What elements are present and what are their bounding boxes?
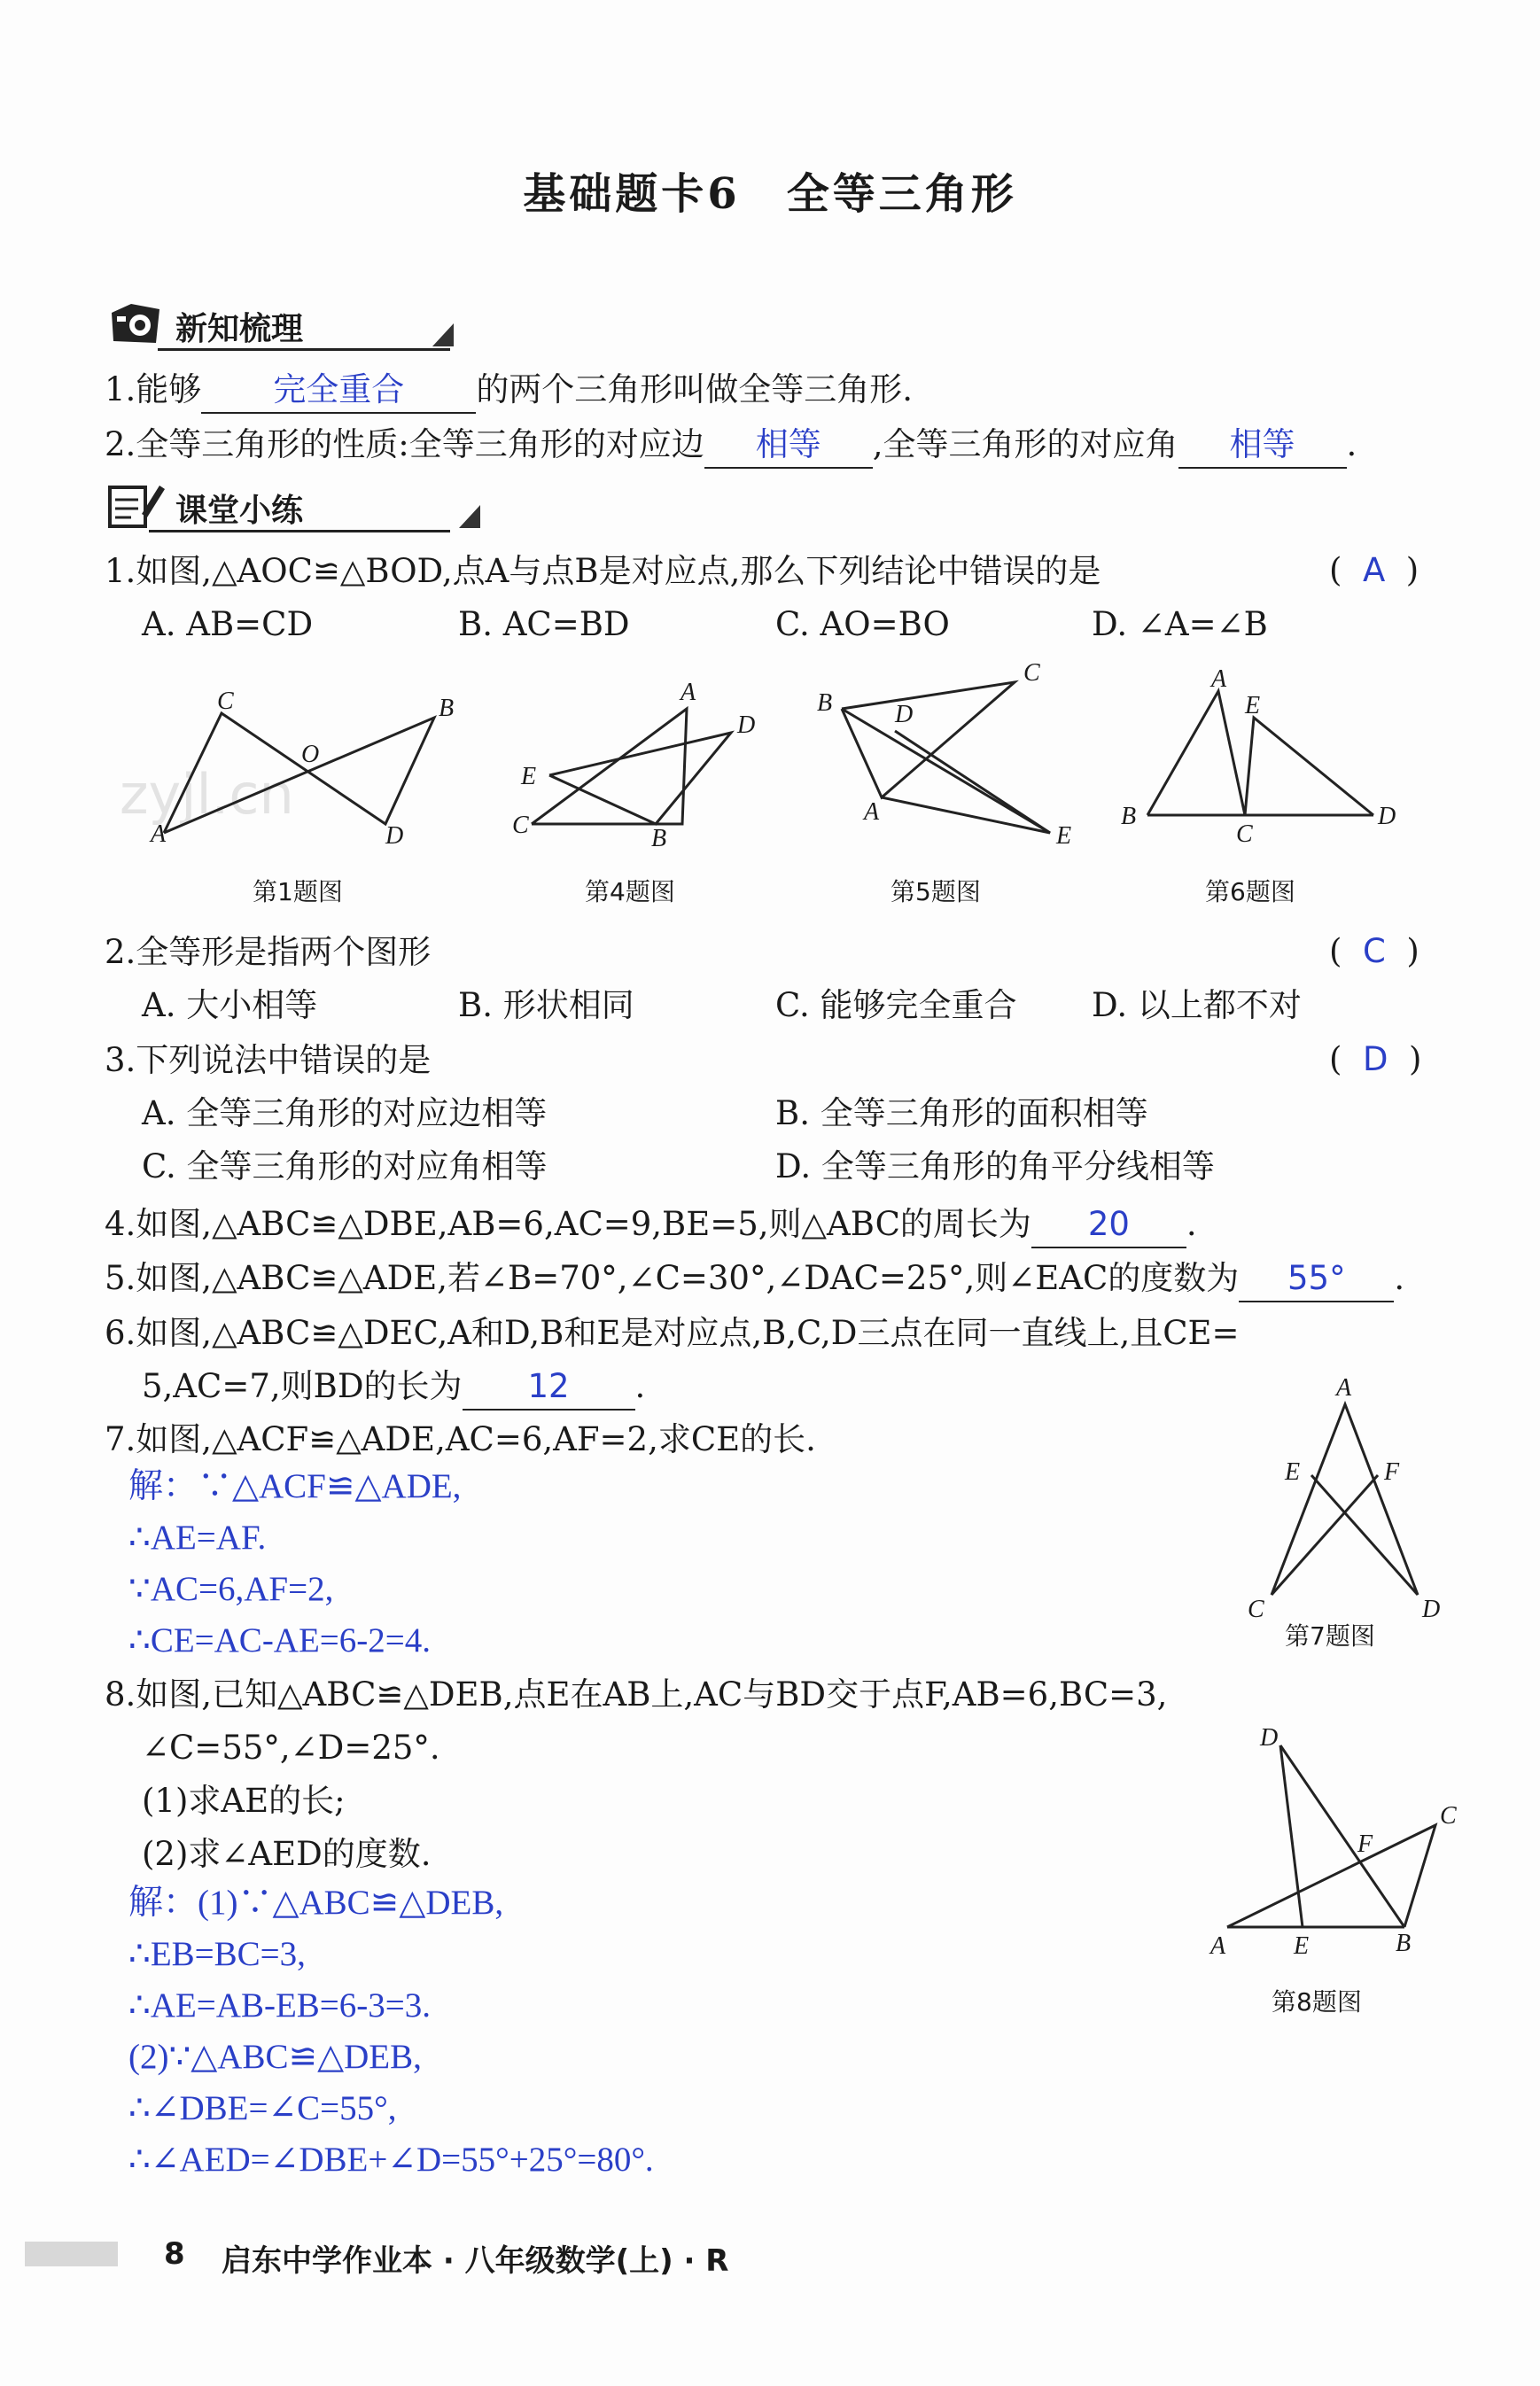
q6-answer: 12 <box>527 1367 570 1405</box>
section-underline <box>149 530 450 532</box>
q2-middle: ,全等三角形的对应角 <box>872 425 1178 463</box>
label-D: D <box>737 711 756 739</box>
label-E: E <box>1285 1458 1301 1486</box>
q1-answer: 完全重合 <box>273 370 405 408</box>
label-F: F <box>1357 1830 1373 1858</box>
figure-5 <box>806 656 1090 851</box>
label-A: A <box>1211 665 1227 693</box>
q2-prefix: 2.全等三角形的性质:全等三角形的对应边 <box>105 425 704 463</box>
label-C: C <box>1236 820 1253 848</box>
figure-7 <box>1232 1369 1462 1626</box>
label-A: A <box>1336 1374 1352 1402</box>
label-C: C <box>1440 1802 1457 1830</box>
q4-blank <box>1031 1202 1186 1248</box>
page-number: 8 <box>164 2236 185 2272</box>
q8-stem-2: ∠C=55°,∠D=25°. <box>142 1729 440 1767</box>
q5-text: 5.如图,△ABC≌△ADE,若∠B=70°,∠C=30°,∠DAC=25°,则∠EAC的度数为 <box>105 1259 1240 1297</box>
q2-answer-2: 相等 <box>1229 425 1295 463</box>
q2-option-d: D. 以上都不对 <box>1092 986 1302 1024</box>
q6-blank <box>463 1364 635 1411</box>
q3-option-b: B. 全等三角形的面积相等 <box>775 1094 1148 1132</box>
label-C: C <box>512 812 529 839</box>
label-B: B <box>1396 1930 1412 1957</box>
q8-solution-line-4: (2)∵△ABC≌△DEB, <box>128 2038 422 2076</box>
section-label-practice: 课堂小练 <box>175 493 304 529</box>
q5-answer: 55° <box>1287 1259 1346 1297</box>
section-practice <box>105 478 477 532</box>
q5-line <box>105 1256 1404 1302</box>
label-C: C <box>1023 659 1040 687</box>
caption-fig-8: 第8题图 <box>1272 1987 1362 2017</box>
q6-suffix: . <box>634 1367 646 1405</box>
q2-stem: 2.全等形是指两个图形 <box>105 933 432 971</box>
q7-solution-line-3: ∵AC=6,AF=2, <box>128 1570 334 1608</box>
q3-option-c: C. 全等三角形的对应角相等 <box>142 1147 548 1185</box>
q1-option-a: A. AB=CD <box>142 605 314 643</box>
label-B: B <box>651 825 667 846</box>
label-C: C <box>217 688 234 715</box>
q6-line-1: 6.如图,△ABC≌△DEC,A和D,B和E是对应点,B,C,D三点在同一直线上,且CE= <box>105 1314 1240 1352</box>
q8-solution-line-6: ∴∠AED=∠DBE+∠D=55°+25°=80°. <box>128 2141 654 2179</box>
caption-fig-4: 第4题图 <box>585 877 675 906</box>
watermark: zyjl.cn <box>120 762 294 827</box>
q4-text: 4.如图,△ABC≌△DBE,AB=6,AC=9,BE=5,则△ABC的周长为 <box>105 1205 1031 1243</box>
q8-stem-1: 8.如图,已知△ABC≌△DEB,点E在AB上,AC与BD交于点F,AB=6,BC=3, <box>105 1675 1168 1714</box>
q5-blank <box>1239 1256 1394 1302</box>
q4-line <box>105 1202 1197 1248</box>
label-E: E <box>1056 822 1072 850</box>
q2-blank-1 <box>704 423 873 469</box>
notebook-pen-icon <box>105 478 167 532</box>
q8-solution-line-2: ∴EB=BC=3, <box>128 1935 306 1973</box>
label-E: E <box>1294 1932 1310 1960</box>
q8-solution-line-1: 解：(1)∵△ABC≌△DEB, <box>128 1884 504 1922</box>
q2-blank-2 <box>1178 423 1347 469</box>
figure-8 <box>1205 1719 1462 1967</box>
label-A: A <box>151 820 167 848</box>
figure-6 <box>1112 665 1404 851</box>
label-D: D <box>1260 1724 1279 1752</box>
q8-sub-2: (2)求∠AED的度数. <box>142 1835 432 1873</box>
knowledge-q2 <box>105 423 1357 469</box>
camera-icon <box>105 297 167 350</box>
q7-solution-line-2: ∴AE=AF. <box>128 1519 267 1557</box>
q8-sub-1: (1)求AE的长; <box>142 1782 346 1820</box>
q2-answer-paren: ( C ) <box>1329 932 1419 970</box>
figure-1 <box>142 673 478 851</box>
figure-4 <box>505 669 780 846</box>
q2-option-b: B. 形状相同 <box>458 986 634 1024</box>
q5-suffix: . <box>1394 1259 1405 1297</box>
q6-text: 5,AC=7,则BD的长为 <box>142 1367 463 1405</box>
q3-answer-paren: ( D ) <box>1329 1040 1422 1078</box>
q8-solution-line-3: ∴AE=AB-EB=6-3=3. <box>128 1986 432 2025</box>
q2-choice: C <box>1362 932 1386 970</box>
label-F: F <box>1384 1458 1400 1486</box>
q3-stem: 3.下列说法中错误的是 <box>105 1041 432 1079</box>
page-title: 基础题卡6 全等三角形 <box>523 169 1017 219</box>
caption-fig-5: 第5题图 <box>891 877 981 906</box>
q1-choice: A <box>1362 551 1386 589</box>
section-underline <box>158 348 450 351</box>
caption-fig-1: 第1题图 <box>253 877 343 906</box>
q3-choice: D <box>1362 1040 1388 1078</box>
q7-stem: 7.如图,△ACF≌△ADE,AC=6,AF=2,求CE的长. <box>105 1420 816 1458</box>
q6-line-2 <box>142 1364 645 1411</box>
q4-answer: 20 <box>1087 1205 1130 1243</box>
section-triangle-mark <box>459 505 480 528</box>
q1-prefix: 1.能够 <box>105 370 202 408</box>
q1-option-b: B. AC=BD <box>458 605 630 643</box>
section-triangle-mark <box>432 323 454 346</box>
q1-blank <box>201 368 476 414</box>
q1-suffix: 的两个三角形叫做全等三角形. <box>476 370 914 408</box>
label-A: A <box>1210 1932 1226 1960</box>
label-A: A <box>681 679 696 706</box>
q2-option-c: C. 能够完全重合 <box>775 986 1017 1024</box>
knowledge-q1 <box>105 368 913 414</box>
caption-fig-7: 第7题图 <box>1285 1621 1375 1651</box>
label-A: A <box>864 798 880 826</box>
section-new-knowledge <box>105 297 477 350</box>
label-B: B <box>439 695 455 722</box>
q2-suffix: . <box>1346 425 1357 463</box>
q8-solution-line-5: ∴∠DBE=∠C=55°, <box>128 2089 397 2127</box>
label-C: C <box>1248 1596 1264 1623</box>
label-O: O <box>301 741 320 768</box>
label-D: D <box>1422 1596 1441 1623</box>
book-title: 启东中学作业本 · 八年级数学(上) · R <box>222 2243 729 2279</box>
q2-option-a: A. 大小相等 <box>142 986 318 1024</box>
label-E: E <box>1245 692 1261 719</box>
label-D: D <box>895 701 914 728</box>
q1-stem: 1.如图,△AOC≌△BOD,点A与点B是对应点,那么下列结论中错误的是 <box>105 552 1101 590</box>
q7-solution-line-1: 解：∵△ACF≌△ADE, <box>128 1467 462 1505</box>
q2-answer-1: 相等 <box>755 425 821 463</box>
q3-option-a: A. 全等三角形的对应边相等 <box>142 1094 548 1132</box>
q3-option-d: D. 全等三角形的角平分线相等 <box>775 1147 1215 1185</box>
caption-fig-6: 第6题图 <box>1205 877 1295 906</box>
q7-solution-line-4: ∴CE=AC-AE=6-2=4. <box>128 1621 432 1659</box>
q1-option-c: C. AO=BO <box>775 605 950 643</box>
label-B: B <box>817 689 833 717</box>
label-E: E <box>521 763 537 790</box>
footer-gray-bar <box>25 2242 118 2266</box>
q1-answer-paren: ( A ) <box>1329 551 1419 589</box>
label-B: B <box>1121 803 1137 830</box>
section-label-new-knowledge: 新知梳理 <box>175 311 304 347</box>
q1-option-d: D. ∠A=∠B <box>1092 605 1268 643</box>
q4-suffix: . <box>1186 1205 1197 1243</box>
label-D: D <box>1378 803 1396 830</box>
label-D: D <box>385 822 404 850</box>
